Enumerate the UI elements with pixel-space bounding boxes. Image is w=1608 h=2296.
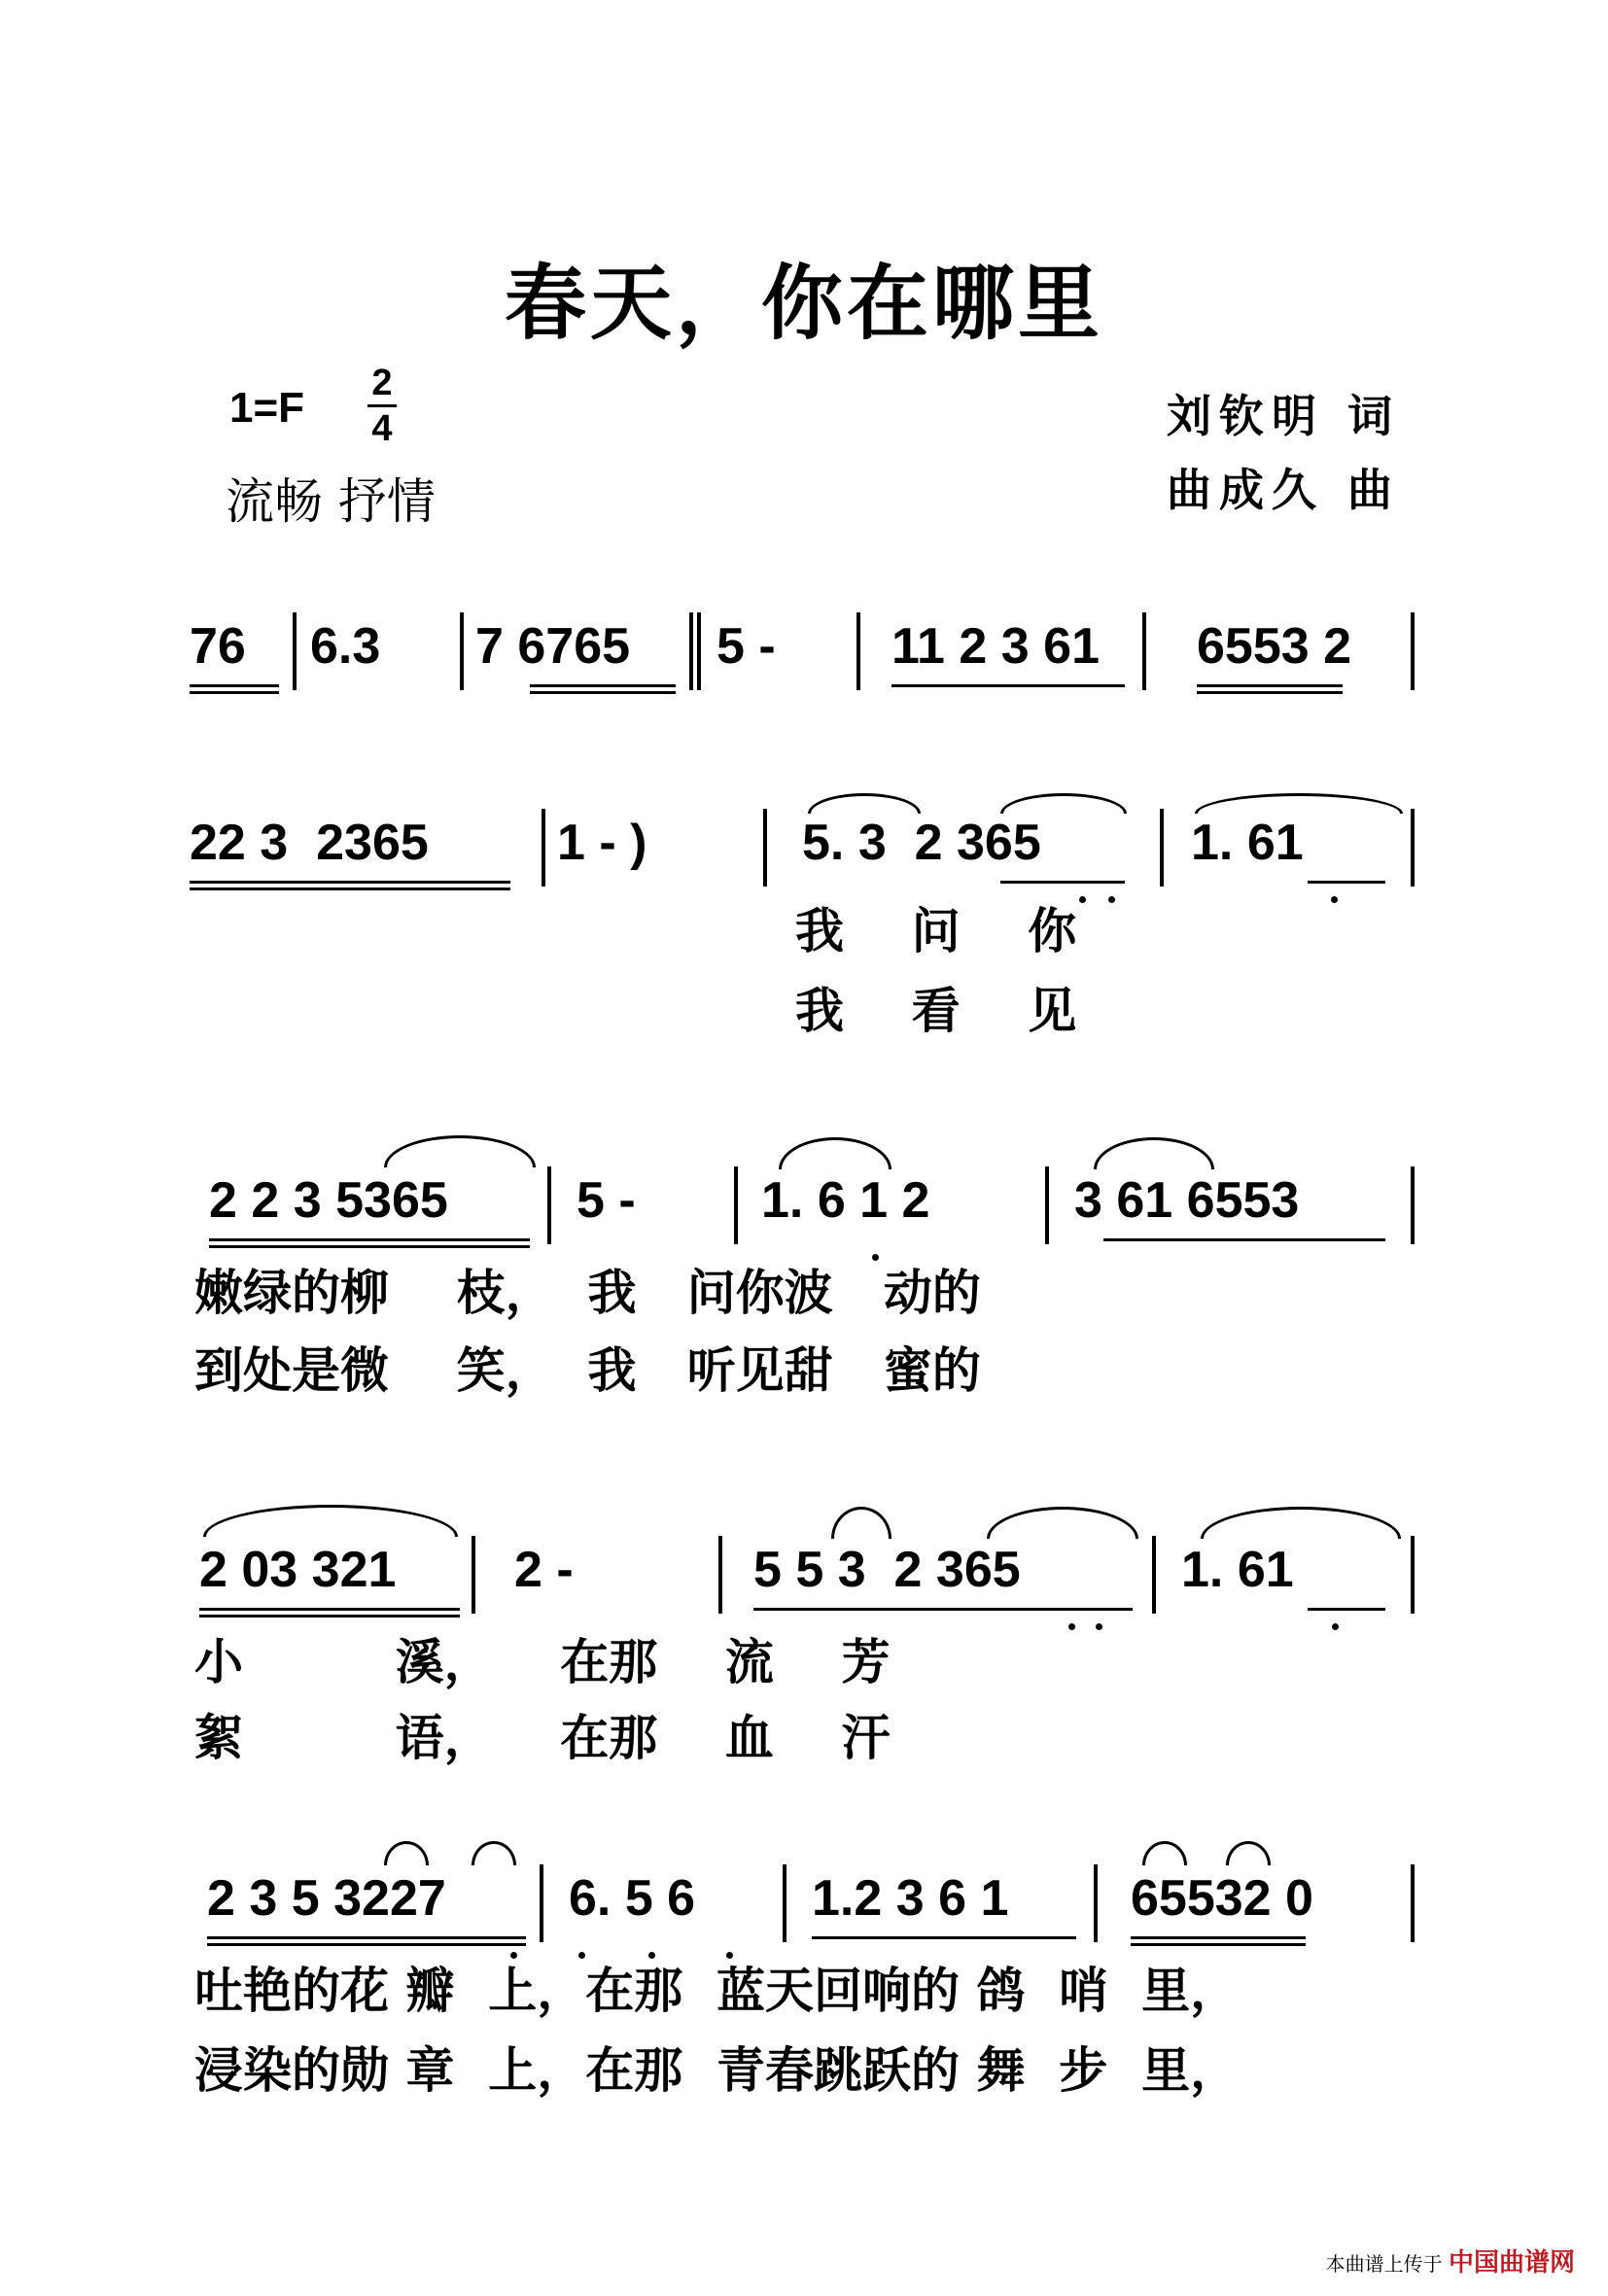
key-signature: 1=F xyxy=(229,384,305,432)
measure: 11 2 3 61 xyxy=(891,618,1100,675)
composer-credit: 曲成久 曲 xyxy=(1167,464,1401,516)
measure: 2 03 321 xyxy=(199,1542,397,1598)
score-row-4 xyxy=(190,1536,1424,1614)
lyric-line: 吐艳的花 瓣 上，在那 蓝天回响的 鸽 哨 里， xyxy=(194,1962,1240,2019)
score-row-1 xyxy=(190,612,1424,690)
lyric-line: 絮 语， 在那 血 汗 xyxy=(194,1709,891,1766)
measure: 1. 61 xyxy=(1191,815,1304,871)
measure: 2 - xyxy=(514,1542,574,1598)
measure: 5 5 3 2 365 xyxy=(753,1542,1021,1598)
measure: 5 - xyxy=(577,1172,636,1229)
measure: 7 6765 xyxy=(475,618,631,675)
measure: 2 3 5 3227 xyxy=(207,1870,446,1927)
measure: 76 xyxy=(190,618,246,675)
measure: 3 61 6553 xyxy=(1074,1172,1300,1229)
measure: 1.2 3 6 1 xyxy=(812,1870,1009,1927)
time-signature-bottom: 4 xyxy=(371,408,393,449)
measure: 6. 5 6 xyxy=(569,1870,696,1927)
footer-brand: 中国曲谱网 xyxy=(1448,2248,1575,2278)
lyricist-credit: 刘钦明 词 xyxy=(1167,390,1401,442)
measure: 65532 0 xyxy=(1131,1870,1313,1927)
measure: 1 - ) xyxy=(557,815,647,871)
time-signature xyxy=(366,362,399,450)
lyric-line: 浸染的勋 章 上，在那 青春跳跃的 舞 步 里， xyxy=(194,2041,1240,2099)
lyric-line: 我 看 见 xyxy=(795,982,1077,1039)
score-row-2 xyxy=(190,809,1424,887)
song-title: 春天，你在哪里 xyxy=(504,255,1103,351)
measure: 1. 6 1 2 xyxy=(761,1172,930,1229)
measure: 6.3 xyxy=(310,618,381,675)
measure: 1. 61 xyxy=(1181,1542,1294,1598)
score-row-3 xyxy=(190,1166,1424,1244)
lyric-line: 到处是微 笑， 我 听见甜 蜜的 xyxy=(194,1341,981,1399)
measure: 5 - xyxy=(717,618,776,675)
lyric-line: 小 溪， 在那 流 芳 xyxy=(194,1633,891,1690)
time-signature-top: 2 xyxy=(371,363,393,403)
score-row-5 xyxy=(190,1864,1424,1942)
tempo-marking: 流畅 抒情 xyxy=(226,473,436,530)
lyric-line: 我 问 你 xyxy=(795,902,1077,959)
lyric-line: 嫩绿的柳 枝， 我 问你波 动的 xyxy=(194,1264,981,1321)
measure: 5. 3 2 365 xyxy=(802,815,1041,871)
footer-watermark xyxy=(1326,2243,1575,2279)
measure: 22 3 2365 xyxy=(190,815,429,871)
measure: 2 2 3 5365 xyxy=(209,1172,448,1229)
measure: 6553 2 xyxy=(1197,618,1352,675)
footer-prefix: 本曲谱上传于 xyxy=(1325,2252,1443,2276)
